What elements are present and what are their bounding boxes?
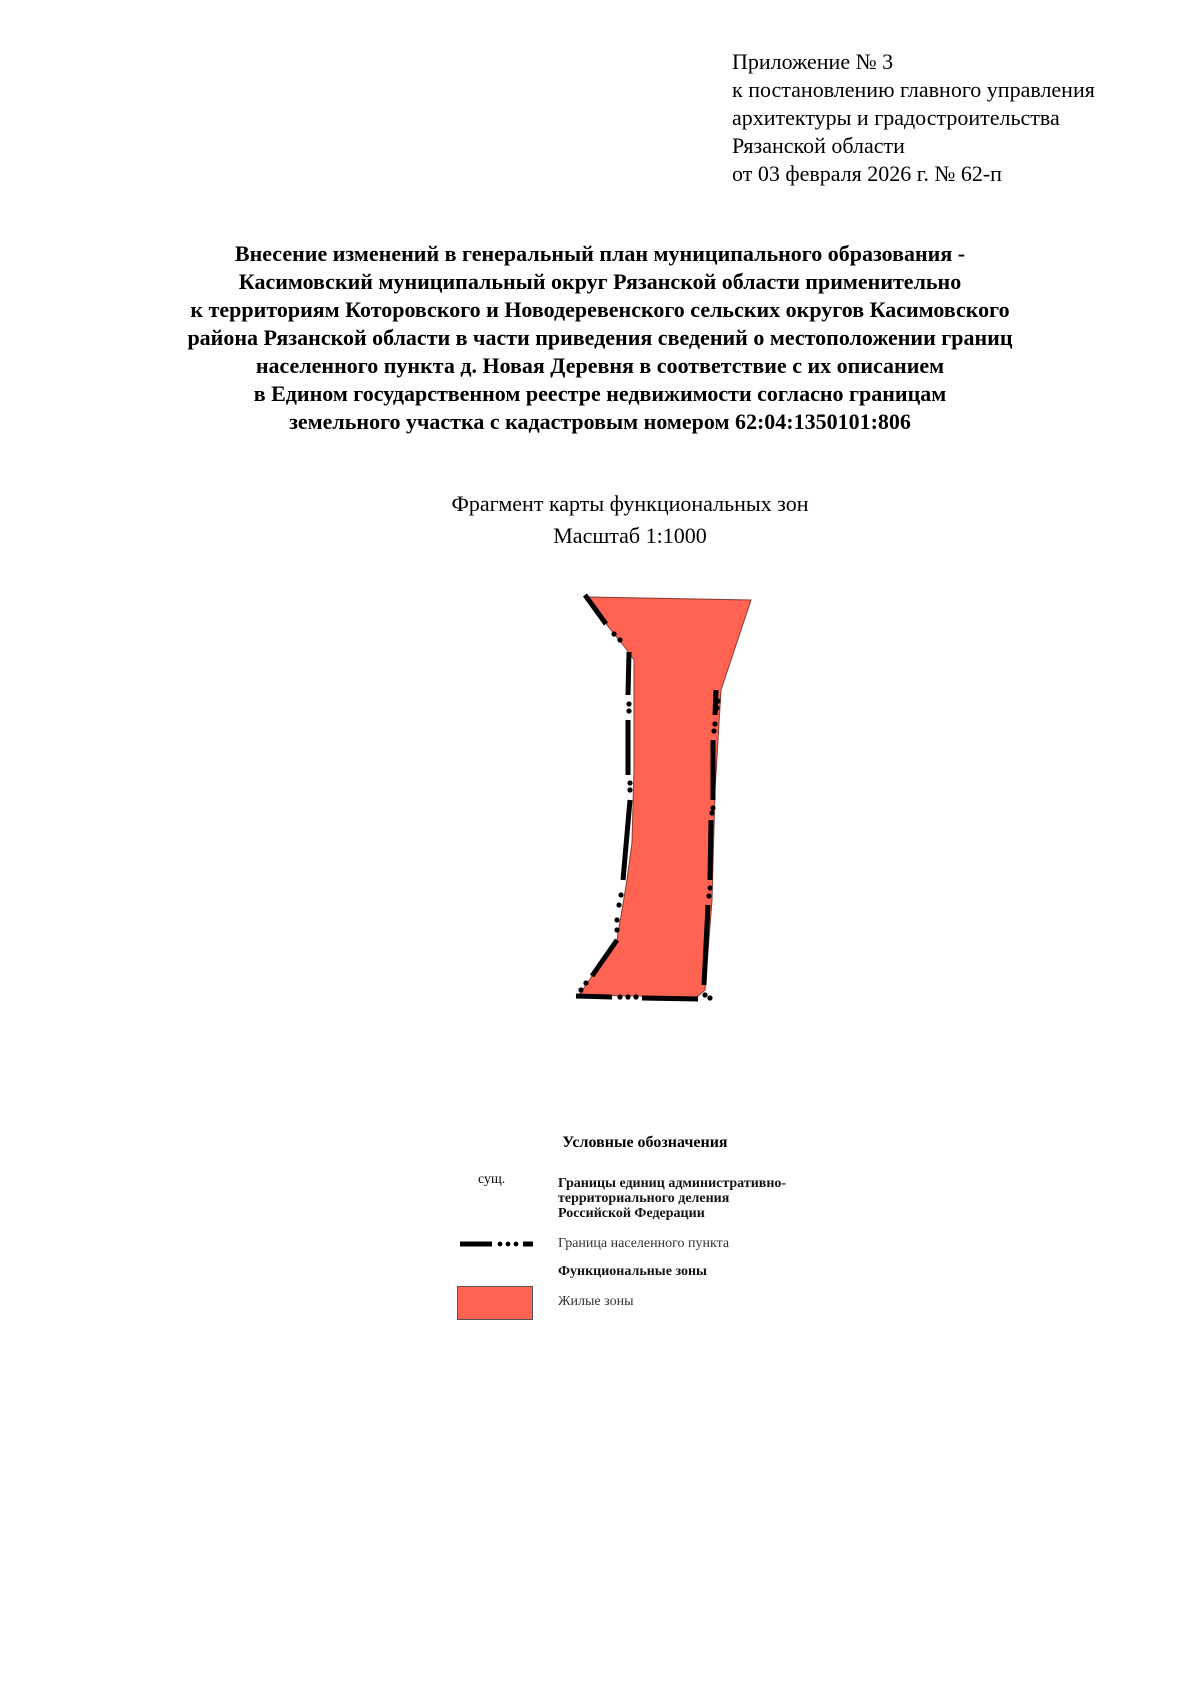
appendix-line-3: архитектуры и градостроительства: [732, 105, 1060, 130]
title-line: населенного пункта д. Новая Деревня в соответствие с их описанием: [255, 353, 945, 378]
title-line: Внесение изменений в генеральный план муниципального образования -: [234, 241, 966, 266]
map-caption-title: Фрагмент карты функциональных зон: [451, 491, 809, 516]
residential-zone-polygon: [579, 597, 751, 997]
legend-admin-abbr: сущ.: [478, 1172, 506, 1187]
legend-admin-line: территориального деления: [558, 1191, 730, 1206]
legend-admin-boundary-label: [558, 1176, 786, 1221]
title-line: района Рязанской области в части приведения сведений о местоположении границ: [187, 325, 1013, 350]
legend-title: Условные обозначения: [562, 1134, 728, 1151]
map-scale: Масштаб 1:1000: [553, 523, 707, 548]
appendix-line-2: к постановлению главного управления: [732, 77, 1095, 102]
appendix-number: Приложение № 3: [732, 49, 894, 74]
legend-functional-zones-heading: Функциональные зоны: [558, 1264, 707, 1279]
title-line: к территориям Которовского и Новодеревенского сельских округов Касимовского: [190, 297, 1010, 322]
legend-residential-swatch: [457, 1286, 533, 1320]
title-line: в Едином государственном реестре недвижимости согласно границам: [253, 381, 947, 406]
title-line: Касимовский муниципальный округ Рязанской области применительно: [238, 269, 962, 294]
appendix-line-4: Рязанской области: [732, 133, 905, 158]
legend-residential-label: Жилые зоны: [558, 1294, 634, 1309]
legend-settlement-boundary-label: Граница населенного пункта: [558, 1236, 730, 1251]
legend-admin-line: Границы единиц административно-: [558, 1176, 787, 1191]
appendix-date: от 03 февраля 2026 г. № 62-п: [732, 161, 1002, 186]
title-line: земельного участка с кадастровым номером 62:04:1350101:806: [289, 409, 911, 434]
legend-admin-line: Российской Федерации: [558, 1206, 705, 1221]
legend-settlement-boundary-symbol: [460, 1242, 533, 1247]
